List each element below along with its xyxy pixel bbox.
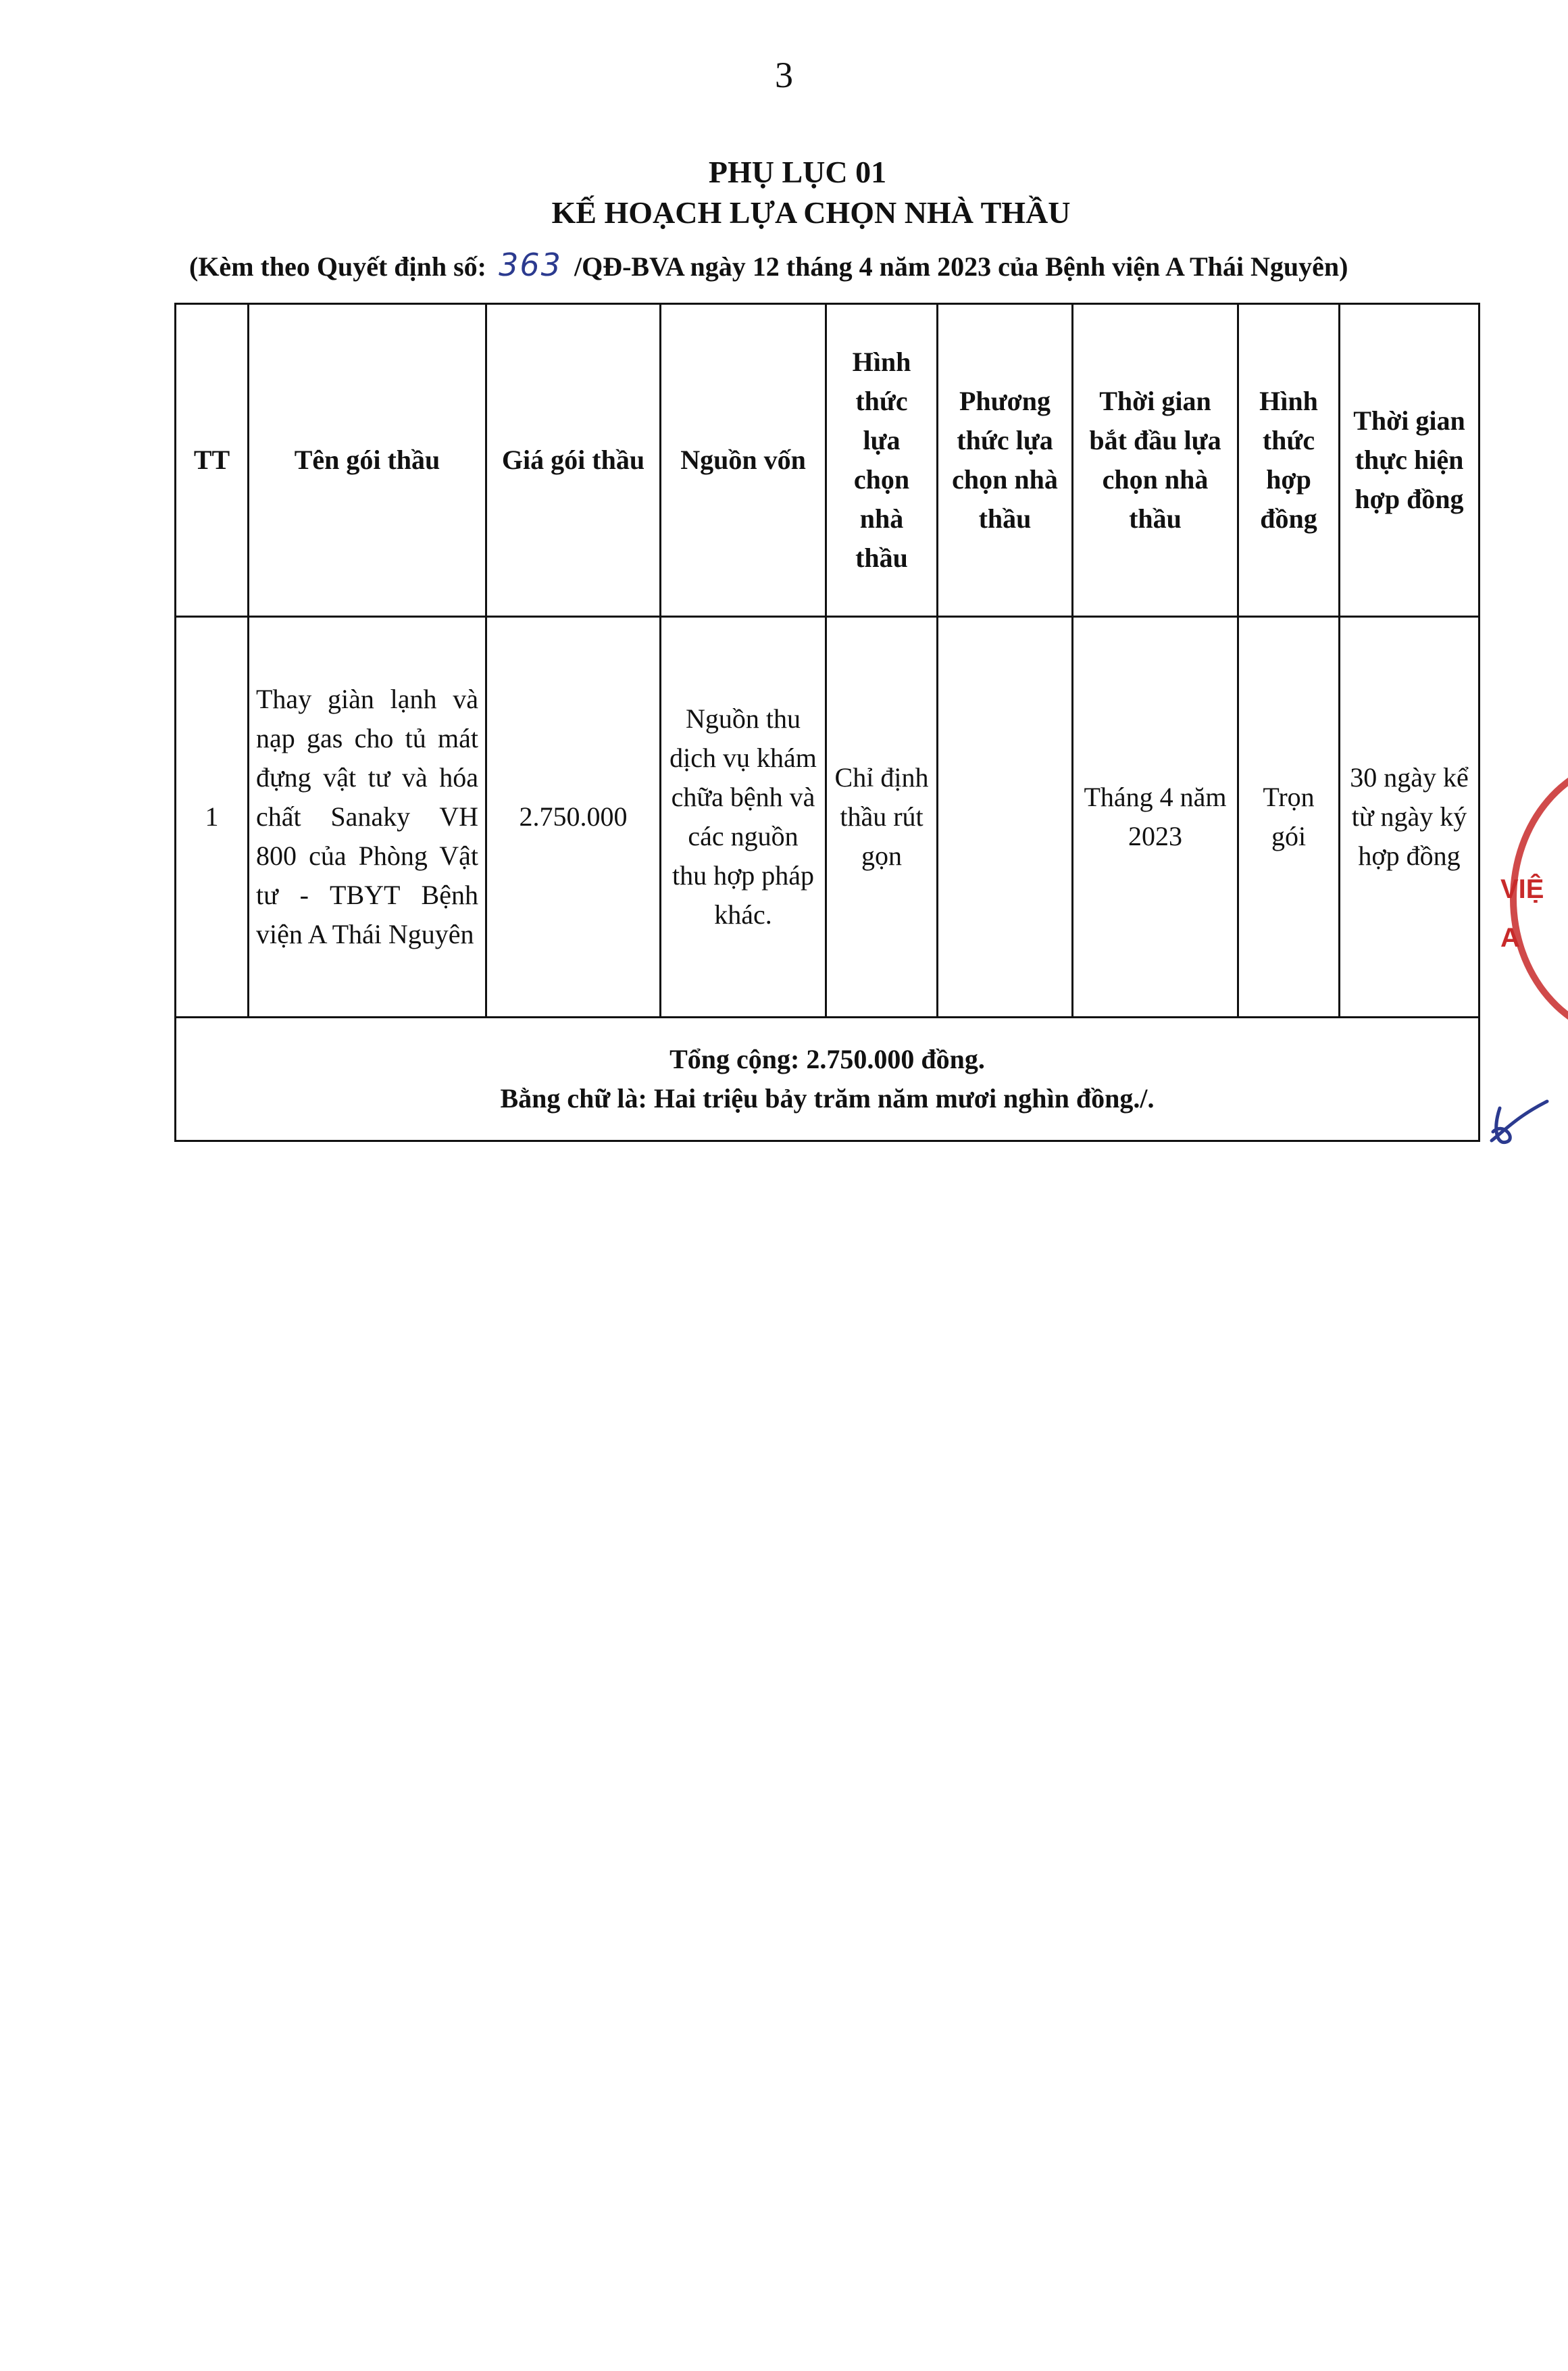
- table-header-row: [176, 304, 1480, 617]
- plan-title: KẾ HOẠCH LỰA CHỌN NHÀ THẦU: [551, 195, 1071, 230]
- cell-package-name: Thay giàn lạnh và nạp gas cho tủ mát đựng vật tư và hóa chất Sanaky VH 800 của Phòng Vật tư - TBYT Bệnh viện A Thái Nguyên: [249, 617, 486, 1018]
- total-amount: Tổng cộng: 2.750.000 đồng.: [669, 1044, 985, 1074]
- red-seal-stamp: [1490, 750, 1568, 1034]
- cell-contract-duration: 30 ngày kể từ ngày ký hợp đồng: [1340, 617, 1480, 1018]
- cell-selection-method: [938, 617, 1073, 1018]
- cell-price: 2.750.000: [486, 617, 661, 1018]
- cell-start-time: Tháng 4 năm 2023: [1073, 617, 1238, 1018]
- appendix-title: PHỤ LỤC 01: [708, 155, 887, 189]
- initials-signature: [1480, 1081, 1554, 1155]
- contractor-selection-table: [174, 303, 1480, 1142]
- cell-contract-type: Trọn gói: [1238, 617, 1340, 1018]
- col-header-contract-type: Hình thức hợp đồng: [1238, 304, 1340, 617]
- attachment-suffix: /QĐ-BVA ngày 12 tháng 4 năm 2023 của Bệnh viện A Thái Nguyên): [574, 251, 1348, 282]
- decision-number: 363: [499, 247, 562, 283]
- cell-tt: 1: [176, 617, 249, 1018]
- page-number: 3: [775, 55, 793, 95]
- col-header-selection-form: Hình thức lựa chọn nhà thầu: [826, 304, 938, 617]
- total-cell: [176, 1018, 1480, 1141]
- col-header-tt: TT: [176, 304, 249, 617]
- attachment-prefix: (Kèm theo Quyết định số:: [189, 251, 486, 282]
- table-row: [176, 617, 1480, 1018]
- col-header-price: Giá gói thầu: [486, 304, 661, 617]
- attachment-line: [189, 247, 1348, 283]
- table-total-row: [176, 1018, 1480, 1141]
- col-header-selection-method: Phương thức lựa chọn nhà thầu: [938, 304, 1073, 617]
- cell-selection-form: Chỉ định thầu rút gọn: [826, 617, 938, 1018]
- col-header-contract-duration: Thời gian thực hiện hợp đồng: [1340, 304, 1480, 617]
- col-header-start-time: Thời gian bắt đầu lựa chọn nhà thầu: [1073, 304, 1238, 617]
- stamp-text: VIỆ A: [1500, 874, 1544, 953]
- col-header-package-name: Tên gói thầu: [249, 304, 486, 617]
- total-in-words: Bằng chữ là: Hai triệu bảy trăm năm mươi nghìn đồng./.: [500, 1083, 1155, 1114]
- col-header-funding-source: Nguồn vốn: [661, 304, 826, 617]
- cell-funding-source: Nguồn thu dịch vụ khám chữa bệnh và các nguồn thu hợp pháp khác.: [661, 617, 826, 1018]
- document-header: [0, 152, 1568, 233]
